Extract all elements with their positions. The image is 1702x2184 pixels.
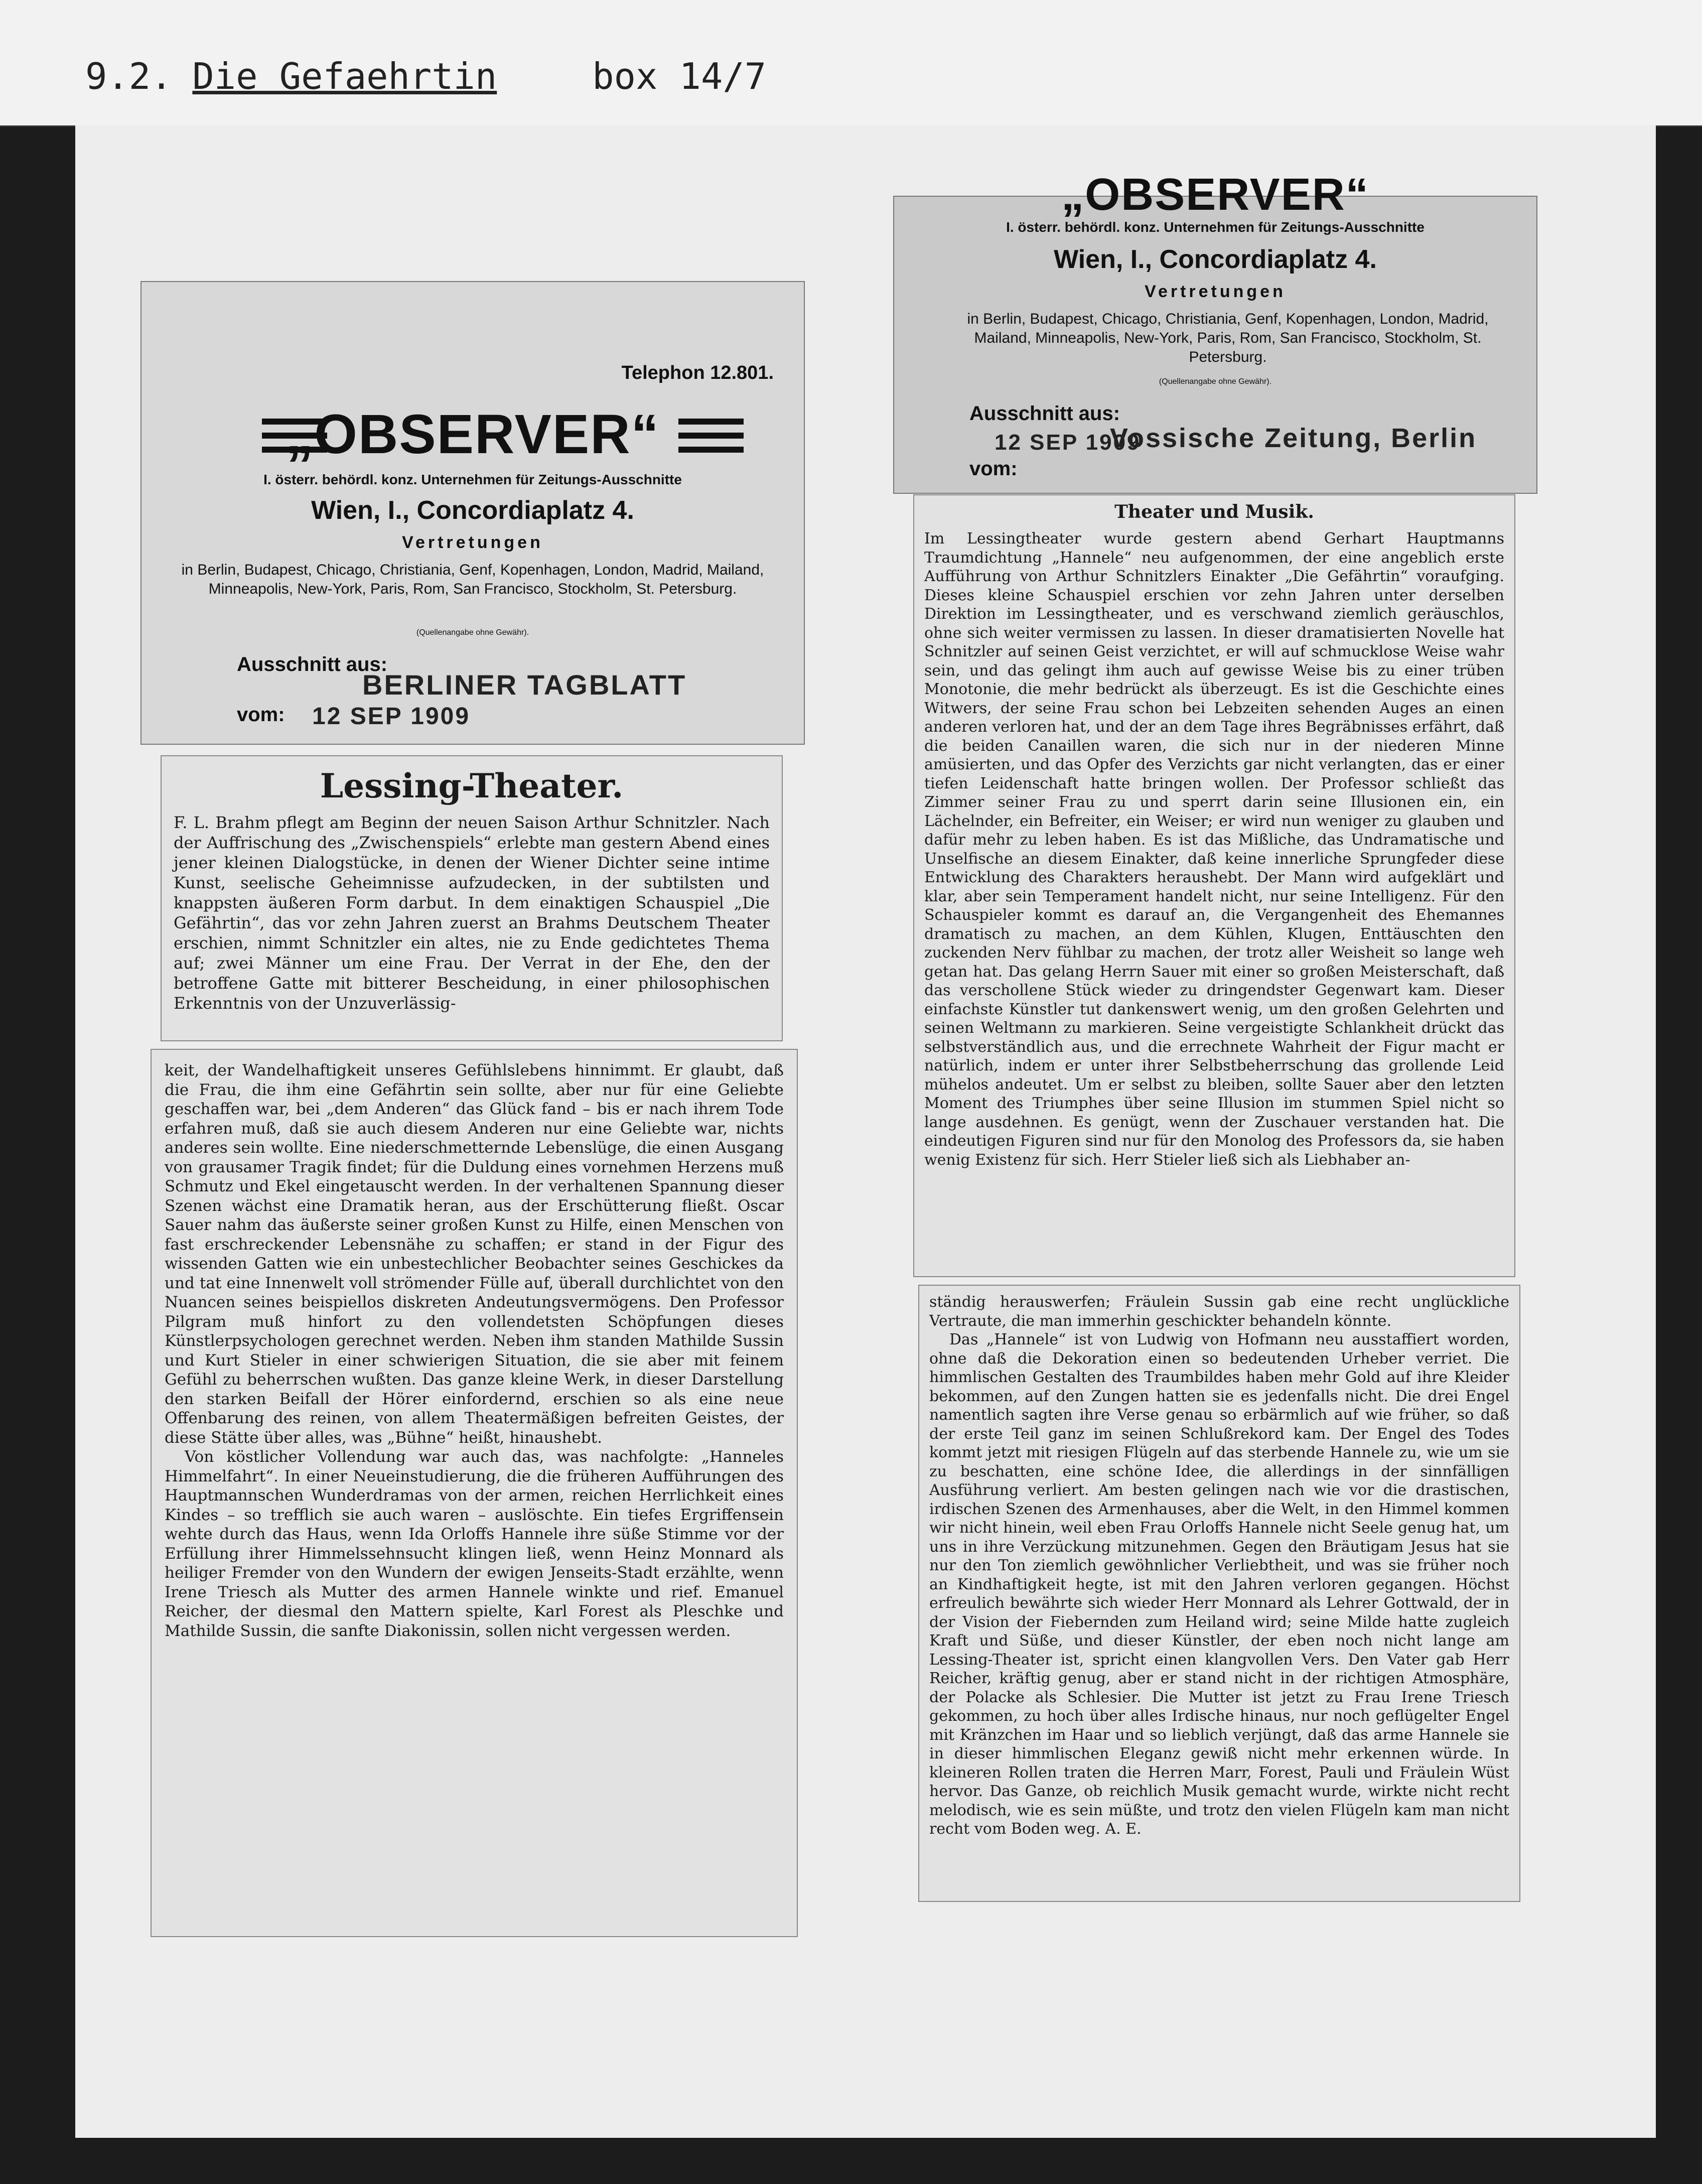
right-date-label: vom: (969, 458, 1018, 480)
left-article-top (161, 755, 783, 1041)
right-observer-header (893, 170, 1537, 494)
folder-title: Die Gefaehrtin (192, 55, 497, 97)
right-article-paragraph-2: ständig herauswerfen; Fräulein Sussin gab eine recht unglückliche Vertraute, die man immerhin geschickter behandeln könnte. (929, 1293, 1509, 1330)
left-date-label: vom: (237, 704, 285, 726)
right-article-top (913, 494, 1515, 1277)
folder-header (0, 0, 1702, 127)
left-article-paragraph-1: F. L. Brahm pflegt am Beginn der neuen Saison Arthur Schnitzler. Nach der Auffrischung des „Zwischenspiels“ erlebte man gestern Abend eines jener kleinen Dialogstücke, in denen der Wiener Dichter seine intime Kunst, seelische Geheimnisse aufzudecken, in der subtilsten und knappsten äußeren Form darbut. In dem einaktigen Schauspiel „Die Gefährtin“, das vor zehn Jahren zuerst an Brahms Deutschem Theater erschien, nimmt Schnitzler ein altes, nie zu Ende gedichtetes Thema auf; zwei Männer um eine Frau. Der Verrat in der Ehe, den der betroffene Gatte mit bitterer Bescheidung, in einer philosophischen Erkenntnis von der Unzuverlässig- (174, 813, 770, 1013)
left-article-bottom (151, 1049, 798, 1937)
left-brand: „OBSERVER“ (286, 403, 660, 465)
left-observer-header (140, 281, 805, 745)
right-source-note: (Quellenangabe ohne Gewähr). (1159, 377, 1272, 386)
left-source-note: (Quellenangabe ohne Gewähr). (416, 628, 529, 637)
left-article-paragraph-3: Von köstlicher Vollendung war auch das, was nachfolgte: „Hanneles Himmelfahrt“. In einer Neueinstudierung, die die früheren Aufführungen des Hauptmannschen Wunderdramas von der armen, reichen Herrlichkeit eines Kindes – so trefflich sie auch waren – auslöschte. Ein tiefes Ergriffensein wehte durch das Haus, wenn Ida Orloffs Hannele ihre süße Stimme vor der Erfüllung ihrer Himmelssehnsucht klingen ließ, wenn Heinz Monnard als heiliger Fremder von den Wundern der ewigen Jenseits-Stadt erzählte, wenn Irene Triesch als Mutter des armen Hannele winkte und rief. Emanuel Reicher, der diesmal den Mattern spielte, Karl Forest als Pleschke und Mathilde Sussin, die sanfte Diakonissin, sollen nicht vergessen werden. (165, 1448, 784, 1640)
folder-label (85, 55, 766, 97)
right-article-bottom (918, 1285, 1520, 1902)
right-city: Wien, I., Concordiaplatz 4. (1054, 245, 1377, 274)
left-representations: Vertretungen (402, 533, 543, 552)
left-date-stamp: 12 SEP 1909 (312, 703, 471, 730)
left-article-paragraph-2: keit, der Wandelhaftigkeit unseres Gefühlslebens hinnimmt. Er glaubt, daß die Frau, die ihm eine Gefährtin sein sollte, aber nur für eine Geliebte geschaffen war, bei „dem Anderen“ das Glück fand – bis er nach ihrem Tode erfahren muß, daß sie auch diesem Anderen nur eine Geliebte war, nichts anderes sein wollte. Eine niederschmetternde Lebenslüge, die einen Ausgang von grausamer Tragik findet; für die Duldung eines vornehmen Herzens muß Schmutz und Ekel eingetauscht werden. In der verhaltenen Spannung dieser Szenen wächst eine Dramatik heran, aus der Erschütterung fließt. Oscar Sauer nahm das äußerste seiner großen Kunst zu Hilfe, einen Menschen von fast erschreckender Lebensnähe zu schaffen; er stand in der Figur des wissenden Gatten wie ein unbestechlicher Beobachter seines Geschickes da und tat eine Innenwelt voll strömender Fülle auf, überall durchlichtet von den Nuancen seines beispiellos diskreten Andeutungsvermögens. Den Professor Pilgram muß hinfort zu den vollendetsten Schöpfungen dieses Künstlerpsychologen gerechnet werden. Neben ihm standen Mathilde Sussin und Kurt Stieler in einer schwierigen Situation, die sie aber mit feinem Gefühl zu beherrschen wußten. Das ganze kleine Werk, in dieser Darstellung den starken Beifall der Hörer einfordernd, erschien so als eine neue Offenbarung des reinen, von allem Theatermäßigen befreiten Geistes, der diese Stätte über alles, was „Bühne“ heißt, hinaushebt. (165, 1061, 784, 1447)
right-article-title: Theater und Musik. (1114, 501, 1314, 522)
right-date-stamp: 12 SEP 1909 (995, 430, 1141, 455)
left-clipping-from-label: Ausschnitt aus: (237, 653, 388, 675)
right-brand-partial: „OBSERVER“ (1061, 170, 1369, 220)
right-article-paragraph-1: Im Lessingtheater wurde gestern abend Gerhart Hauptmanns Traumdichtung „Hannele“ neu aufgenommen, der eine angeblich erste Aufführung von Arthur Schnitzlers Einakter „Die Gefährtin“ voraufging. Dieses kleine Schauspiel erschien vor zehn Jahren unter derselben Direktion im Lessingtheater, und es verschwand ziemlich geräuschlos, ohne sich weiter vermissen zu lassen. In dieser dramatisierten Novelle hat Schnitzler auf seinen Geist verzichtet, er will auf schmucklose Weise wahr sein, und das gelingt ihm auch auf gewisse Weise bis zu einer trüben Monotonie, die mehr bedrückt als überzeugt. Es ist die Geschichte eines Witwers, der seine Frau schon bei Lebzeiten sehenden Auges an einen anderen verloren hat, und der an dem Tage ihres Begräbnisses erfährt, daß die beiden Canaillen waren, die sich nur in der niederen Minne amüsierten, und das Opfer des Verzichts gar nicht verlangten, das er einer tiefen Leidenschaft hatte bringen wollen. Der Professor schließt das Zimmer seiner Frau zu und sperrt darin seine Illusionen ein, ein Lächelnder, ein Befreiter, ein Weiser; er wird nun weniger zu glauben und dafür mehr zu leben haben. Es ist das Mißliche, das Undramatische und Unselfische an diesem Einakter, daß keine innerliche Sprungfeder diese Entwicklung des Charakters heraushebt. Der Mann wird aufgeklärt und klar, aber sein Temperament handelt nicht, nur seine Intelligenz. Für den Schauspieler kommt es darauf an, die Vergangenheit des Ehemannes dramatisch zu machen, an dem Kühlen, Klugen, Enttäuschten den zuckenden Nerv fühlbar zu machen, der trotz aller Weisheit so lange weh getan hat. Das gelang Herrn Sauer mit einer so großen Meisterschaft, daß das verschollene Stück wieder zu dringendster Gegenwart kam. Dieser einfachste Künstler tut dankenswert wenig, um den großen Gelehrten und seinen Weltmann zu markieren. Seine vergeistigte Schlankheit drückt das selbstverständlich aus, und die errechnete Wahrheit der Figur macht er natürlich, indem er unter ihrer Selbstbeherrschung das grollende Leid mühelos andeutet. Um er selbst zu bleiben, sollte Sauer aber den letzten Moment des Triumphes über seine Illusion im stummen Spiel nicht so lange ausdehnen. Es genügt, wenn der Zuschauer verstanden hat. Die eindeutigen Figuren sind nur für den Monolog des Professors da, sie haben wenig Existenz für sich. Herr Stieler ließ sich als Liebhaber an- (924, 530, 1504, 1169)
left-cities: in Berlin, Budapest, Chicago, Christiania, Genf, Kopenhagen, London, Madrid, Mailand, Minneapolis, New-York, Paris, Rom, San Francisco, Stockholm, St. Petersburg. (181, 562, 764, 597)
folder-code: 9.2. (85, 55, 173, 97)
left-telephone: Telephon 12.801. (621, 362, 774, 383)
right-representations: Vertretungen (1145, 282, 1286, 301)
left-city: Wien, I., Concordiaplatz 4. (311, 496, 634, 525)
right-firm: I. österr. behördl. konz. Unternehmen für Zeitungs-Ausschnitte (1006, 219, 1425, 235)
right-clipping-from-label: Ausschnitt aus: (969, 402, 1120, 425)
right-cities: in Berlin, Budapest, Chicago, Christiania, Genf, Kopenhagen, London, Madrid, Mailand, Minneapolis, New-York, Paris, Rom, San Francisco, Stockholm, St. Petersburg. (967, 311, 1489, 365)
right-article-paragraph-3: Das „Hannele“ ist von Ludwig von Hofmann neu ausstaffiert worden, ohne daß die Dekoration einen so bedeutenden Urheber verriet. Die himmlischen Gestalten des Traumbildes haben mehr Gold auf ihre Kleider bekommen, auf den Zungen hatten sie es jedenfalls nicht. Die drei Engel namentlich sagten ihre Verse genau so erbärmlich auf wie früher, so daß der erste Teil ganz im seinen Schlußrekord kam. Der Engel des Todes kommt jetzt mit riesigen Flügeln auf das sterbende Hannele zu, wie um sie zu beschatten, eine schöne Idee, die allerdings in der sinnfälligen Ausführung verliert. Am besten gelingen nach wie vor die drastischen, irdischen Szenen des Armenhauses, aber die Welt, in den Himmel kommen wir nicht hinein, weil eben Frau Orloffs Hannele nicht Seele genug hat, um uns in ihre Verzückung mitzunehmen. Gegen den Bräutigam Jesus hat sie nur den Ton ziemlich gewöhnlicher Verliebtheit, und was sie früher noch an Kindhaftigkeit hegte, ist mit den Jahren verloren gegangen. Höchst erfreulich bewährte sich wieder Herr Monnard als Lehrer Gottwald, der in der Vision der Fiebernden zum Heiland wird; seine Milde hatte zugleich Kraft und Süße, und dieser Künstler, der eben noch nicht lange am Lessing-Theater ist, spricht einen klangvollen Vers. Den Vater gab Herr Reicher, kräftig genug, aber er stand nicht in der richtigen Atmosphäre, der Polacke als Schlesier. Die Mutter ist jetzt zu Frau Irene Triesch gekommen, zu hoch über alles Irdische hinaus, nur noch geflügelter Engel mit Kränzchen im Haar und so lieblich verjüngt, daß das arme Hannele sie in dieser himmlischen Eleganz gewiß nicht mehr erkennen würde. In kleineren Rollen traten die Herren Marr, Forest, Pauli und Fräulein Wüst hervor. Das Ganze, ob reichlich Musik gemacht wurde, wirkte nicht recht melodisch, wie es sein müßte, und trotz den vielen Flügeln kam man nicht recht vom Boden weg. A. E. (929, 1331, 1509, 1838)
folder-box: box 14/7 (592, 55, 767, 97)
left-firm: I. österr. behördl. konz. Unternehmen für Zeitungs-Ausschnitte (263, 472, 682, 487)
right-newspaper-stamp: Vossische Zeitung, Berlin (1110, 423, 1477, 453)
left-article-title: Lessing-Theater. (320, 766, 624, 805)
left-newspaper-stamp: BERLINER TAGBLATT (362, 669, 687, 701)
